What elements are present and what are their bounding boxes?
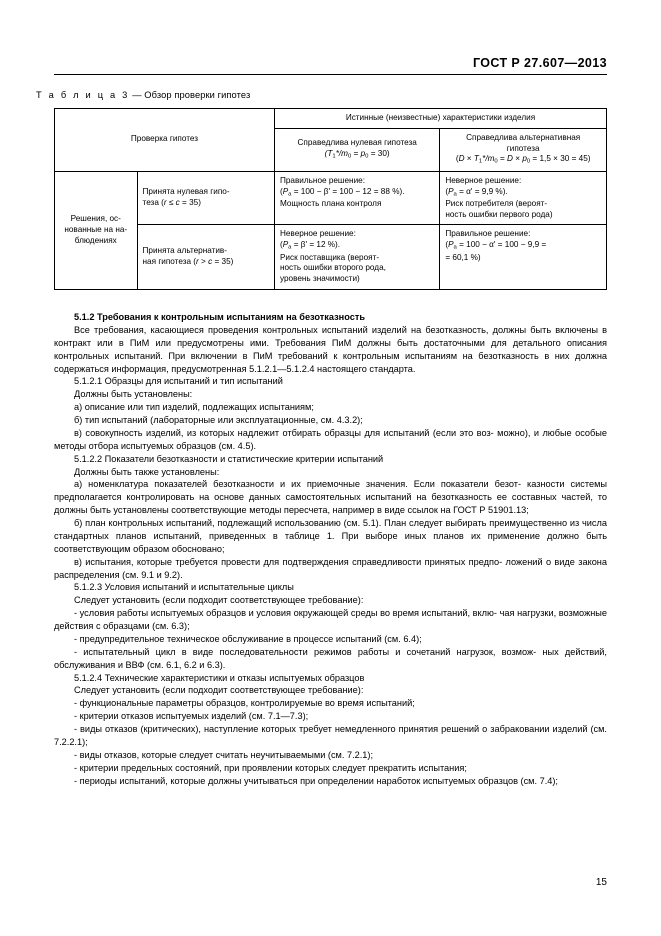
paragraph-16: 5.1.2.4 Технические характеристики и отказы испытуемых образцов <box>74 672 365 683</box>
paragraph-10: в) испытания, которые требуется провести для подтверждения справедливости принятых предпо- ложений о виде закона распределения (см. 9.1 и 9.2). <box>54 556 607 580</box>
body-text <box>54 310 607 787</box>
standard-title: ГОСТ Р 27.607—2013 <box>472 56 607 70</box>
paragraph-23: - периоды испытаний, которые должны учитываться при определении наработок испытуемых образцов (см. 7.4); <box>74 775 558 786</box>
paragraph-5: в) совокупность изделий, из которых надлежит отбирать образцы для испытаний (если это воз- можно), и любые особые методы отбора испытуемых образцов (см. 4.5). <box>54 427 607 451</box>
section-heading: 5.1.2 Требования к контрольным испытаниям на безотказность <box>74 312 365 322</box>
table-caption-text: — Обзор проверки гипотез <box>129 90 251 100</box>
alt-hyp-line2: гипотеза <box>506 143 540 153</box>
table-header-alt-hypothesis: Справедлива альтернативная гипотеза $(D \times T_1*/m_0 = D \times p_0 = 1,5 \times 30 = 45)$ <box>440 128 607 171</box>
table-row <box>55 171 607 225</box>
paragraph-8: а) номенклатура показателей безотказности и их приемочные значения. Если показатели безот- казности системы предполагается контролировать на основе данных самостоятельных испытаний на безотказность ее составных частей, то должны быть установлены соответствующие методы пересчета, например в виде ссылок на ГОСТ Р 51901.13; <box>54 479 607 516</box>
paragraph-9: б) план контрольных испытаний, подлежащий использованию (см. 5.1). План следует выбирать преимущественно из числа стандартных планов испытаний, приведенных в таблице 1. При выборе иных планов их применение должно быть соответствующим образом обосновано; <box>54 518 607 554</box>
table-header-group: Истинные (неизвестные) характеристики изделия <box>274 109 606 129</box>
page-number: 15 <box>595 877 607 888</box>
paragraph-7: Должны быть также установлены: <box>74 466 220 477</box>
table-caption-prefix: Т а б л и ц а 3 <box>36 90 130 100</box>
paragraph-6: 5.1.2.2 Показатели безотказности и статистические критерии испытаний <box>74 453 384 464</box>
table-row2-label: Принята альтернатив- ная гипотеза (r > c = 35) <box>137 225 274 290</box>
table-header-null-hypothesis: Справедлива нулевая гипотеза $(T_1*/m_0 = p_0 = 30)$ <box>274 128 439 171</box>
paragraph-0: Все требования, касающиеся проведения контрольных испытаний изделий на безотказность, должны быть включены в контракт или в ПиМ или предусмотрены ими. Требования ПиМ должны быть достаточными для детального описания контрольных испытаний. При включении в ПиМ требований к контрольным испытаниям на безотказность в них должна содержаться информация, предусмотренная 5.1.2.1—5.1.2.4 настоящего стандарта. <box>54 324 607 374</box>
paragraph-17: Следует установить (если подходит соответствующее требование): <box>74 685 364 696</box>
table-row <box>55 225 607 290</box>
null-hyp-line1: Справедлива нулевая гипотеза <box>297 138 417 148</box>
table-row2-cell1: Неверное решение: ($P_a = \beta' = 12$ %). Риск поставщика (вероят- ность ошибки второго рода, уровень значимости) <box>274 225 439 290</box>
paragraph-13: - условия работы испытуемых образцов и условия окружающей среды во время испытаний, вклю- чая нагрузки, возможные действия с образцами (см. 6.3); <box>54 608 607 631</box>
paragraph-1: 5.1.2.1 Образцы для испытаний и тип испытаний <box>74 376 283 387</box>
paragraph-20: - виды отказов (критических), наступление которых требует немедленного принятия решений о забраковании изделий (см. 7.2.2.1); <box>54 724 607 747</box>
paragraph-14: - предупредительное техническое обслуживание в процессе испытаний (см. 6.4); <box>74 633 422 644</box>
paragraph-21: - виды отказов, которые следует считать неучитываемыми (см. 7.2.1); <box>74 749 373 760</box>
table-row1-label: Принята нулевая гипо- теза (r ≤ c = 35) <box>137 171 274 225</box>
paragraph-19: - критерии отказов испытуемых изделий (см. 7.1—7.3); <box>74 711 309 722</box>
alt-hyp-line1: Справедлива альтернативная <box>466 132 581 142</box>
page-header <box>54 56 607 75</box>
paragraph-12: Следует установить (если подходит соответствующее требование): <box>74 595 364 606</box>
table-row2-cell2: Правильное решение: ($P_a = 100 - \alpha' = 100 - 9,9$ = = 60,1 %) <box>440 225 607 290</box>
table-header-check: Проверка гипотез <box>55 109 275 172</box>
table-rowhead-decisions: Решения, ос- нованные на на- блюдениях <box>55 171 138 289</box>
table-row1-cell1: Правильное решение: ($P_a = 100 - \beta' = 100 - 12 = 88$ %). Мощность плана контроля <box>274 171 439 225</box>
paragraph-11: 5.1.2.3 Условия испытаний и испытательные циклы <box>74 582 294 593</box>
paragraph-18: - функциональные параметры образцов, контролируемые во время испытаний; <box>74 698 415 709</box>
paragraph-2: Должны быть установлены: <box>74 389 193 400</box>
table-caption <box>36 90 250 100</box>
paragraph-4: б) тип испытаний (лабораторные или эксплуатационные, см. 4.3.2); <box>74 415 363 425</box>
table-header-row-1 <box>55 109 607 129</box>
paragraph-3: а) описание или тип изделий, подлежащих испытаниям; <box>74 402 314 413</box>
paragraph-22: - критерии предельных состояний, при проявлении которых следует прекратить испытания; <box>74 762 467 773</box>
table-row1-cell2: Неверное решение: ($P_a = \alpha' = 9,9$ %). Риск потребителя (вероят- ность ошибки первого рода) <box>440 171 607 225</box>
paragraph-15: - испытательный цикл в виде последовательности режимов работы и сочетаний нагрузок, возмож- ных действий, обслуживания и ВВФ (см. 6.1, 6.2 и 6.3). <box>54 646 607 670</box>
hypothesis-table <box>54 108 607 290</box>
